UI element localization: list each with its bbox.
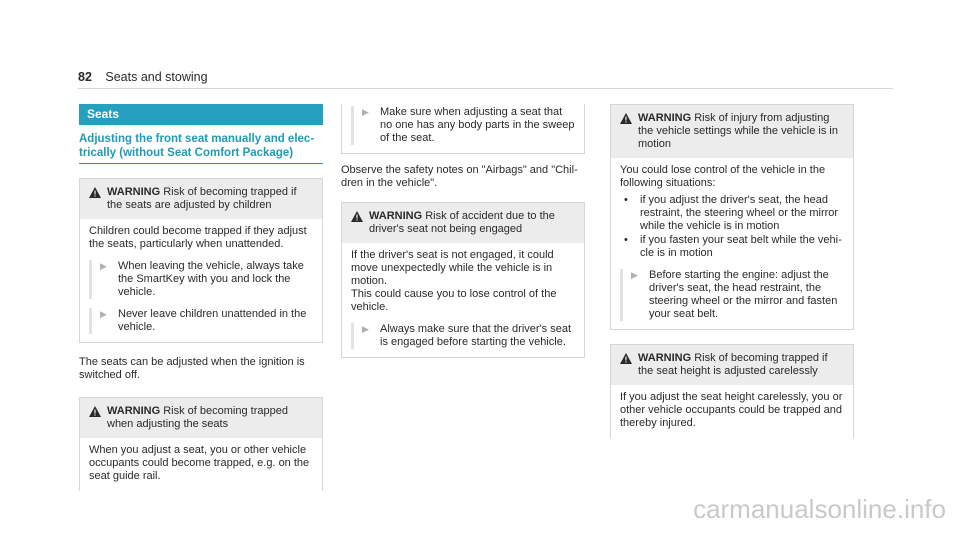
watermark: carmanualsonline.info bbox=[693, 494, 946, 524]
warning-box bbox=[341, 202, 585, 358]
warning-header bbox=[342, 203, 584, 243]
list-item: • if you adjust the driver's seat, the head restraint, the steering wheel or the mirror while the vehicle is in motion bbox=[624, 194, 839, 232]
warning-header bbox=[80, 398, 322, 438]
warning-box bbox=[610, 344, 854, 438]
list-item: • if you fasten your seat belt while the vehi- cle is in motion bbox=[624, 234, 842, 259]
warning-box bbox=[610, 104, 854, 330]
paragraph: Observe the safety notes on "Airbags" and "Chil- dren in the vehicle". bbox=[341, 164, 578, 189]
warning-header bbox=[611, 105, 853, 158]
column-2 bbox=[341, 104, 585, 358]
warning-triangle-icon bbox=[620, 352, 638, 378]
warning-label: WARNING bbox=[638, 352, 692, 364]
play-arrow-icon: ▶ bbox=[362, 107, 369, 117]
warning-body: When you adjust a seat, you or other vehicle occupants could become trapped, e.g. on the seat guide rail. bbox=[89, 444, 310, 482]
step-text: When leaving the vehicle, always take the SmartKey with you and lock the vehicle. bbox=[118, 260, 304, 298]
section-name: Seats and stowing bbox=[105, 70, 208, 84]
warning-body: This could cause you to lose control of the vehicle. bbox=[351, 288, 557, 313]
warning-header bbox=[611, 345, 853, 385]
section-title: Seats bbox=[79, 104, 323, 125]
warning-body: You could lose control of the vehicle in the following situations: bbox=[620, 164, 826, 189]
instruction-step bbox=[89, 260, 313, 299]
warning-label: WARNING bbox=[369, 210, 423, 222]
warning-box bbox=[79, 397, 323, 491]
warning-box-continued bbox=[341, 104, 585, 154]
instruction-step bbox=[620, 269, 844, 321]
instruction-step bbox=[89, 308, 313, 334]
warning-label: WARNING bbox=[638, 112, 692, 124]
step-text: Before starting the engine: adjust the driver's seat, the head restraint, the steering wheel or the mirror and fasten your seat belt. bbox=[649, 269, 838, 320]
page-number: 82 bbox=[78, 70, 92, 84]
paragraph: The seats can be adjusted when the ignition is switched off. bbox=[79, 356, 305, 381]
subheading: Adjusting the front seat manually and elec- trically (without Seat Comfort Package) bbox=[79, 132, 323, 164]
instruction-step bbox=[351, 106, 575, 145]
warning-triangle-icon bbox=[351, 210, 369, 236]
warning-label: WARNING bbox=[107, 405, 161, 417]
column-1 bbox=[79, 104, 323, 491]
play-arrow-icon: ▶ bbox=[362, 324, 369, 334]
play-arrow-icon: ▶ bbox=[100, 309, 107, 319]
step-text: Make sure when adjusting a seat that no one has any body parts in the sweep of the seat. bbox=[380, 106, 575, 144]
warning-triangle-icon bbox=[89, 186, 107, 212]
step-text: Always make sure that the driver's seat is engaged before starting the vehicle. bbox=[380, 323, 572, 348]
column-3 bbox=[610, 104, 854, 438]
warning-body: Children could become trapped if they adjust the seats, particularly when unattended. bbox=[89, 225, 307, 250]
page-header bbox=[78, 70, 208, 84]
warning-triangle-icon bbox=[89, 405, 107, 431]
warning-body: If the driver's seat is not engaged, it could move unexpectedly while the vehicle is in motion. bbox=[351, 249, 554, 287]
warning-title: Risk of injury from adjusting the vehicle settings while the vehicle is in motion bbox=[638, 112, 838, 150]
bullet-list bbox=[620, 194, 844, 260]
play-arrow-icon: ▶ bbox=[100, 261, 107, 271]
warning-box bbox=[79, 178, 323, 343]
instruction-step bbox=[351, 323, 575, 349]
header-divider bbox=[78, 88, 893, 89]
warning-triangle-icon bbox=[620, 112, 638, 151]
warning-title: Risk of becoming trapped when adjusting the seats bbox=[107, 405, 288, 430]
step-text: Never leave children unattended in the vehicle. bbox=[118, 308, 307, 333]
warning-title: Risk of accident due to the driver's seat not being engaged bbox=[369, 210, 555, 235]
warning-label: WARNING bbox=[107, 186, 161, 198]
warning-title: Risk of becoming trapped if the seats are adjusted by children bbox=[107, 186, 297, 211]
warning-body: If you adjust the seat height carelessly, you or other vehicle occupants could be trapped and thereby injured. bbox=[620, 391, 843, 429]
warning-header bbox=[80, 179, 322, 219]
play-arrow-icon: ▶ bbox=[631, 270, 638, 280]
warning-title: Risk of becoming trapped if the seat height is adjusted carelessly bbox=[638, 352, 828, 377]
